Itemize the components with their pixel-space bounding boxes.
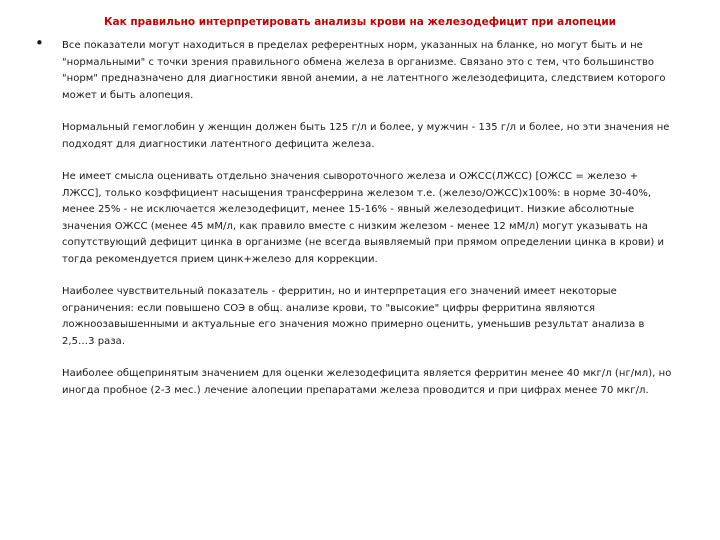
paragraph-hemoglobin: Нормальный гемоглобин у женщин должен быть 125 г/л и более, у мужчин - 135 г/л и более, но эти значения не подходят для диагностики латентного дефицита железа. bbox=[62, 122, 670, 150]
slide-title: Как правильно интерпретировать анализы крови на железодефицит при алопеции bbox=[103, 16, 617, 28]
paragraph-ferritin-threshold: Наиболее общепринятым значением для оценки железодефицита является ферритин менее 40 мкг/л (нг/мл), но иногда пробное (2-3 мес.) лечение алопеции препаратами железа проводится и при цифрах менее 70 мкг/л. bbox=[62, 368, 672, 396]
paragraph-transferrin-saturation: Не имеет смысла оценивать отдельно значения сывороточного железа и ОЖСС(ЛЖСС) [ОЖСС = железо + ЛЖСС], только коэффициент насыщения трансферрина железом т.е. (железо/ОЖСС)х100%: в норме 30-40%, менее 25% - не исключается железодефицит, менее 15-16% - явный железодефицит. Низкие абсолютные значения ОЖСС (менее 45 мМ/л, как правило вместе с низким железом - менее 12 мМ/л) могут указывать на сопутствующий дефицит цинка в организме (не всегда выявляемый при прямом определении цинка в крови) и тогда рекомендуется прием цинк+железо для коррекции. bbox=[62, 171, 665, 265]
content-body bbox=[62, 38, 672, 399]
paragraph-ferritin-sensitivity: Наиболее чувствительный показатель - ферритин, но и интерпретация его значений имеет некоторые ограничения: если повышено СОЭ в общ. анализе крови, то "высокие" цифры ферритина являются ложноозавышенными и актуальные его значения можно примерно оценить, уменьшив результат анализа в 2,5…3 раза. bbox=[62, 286, 645, 347]
paragraph-reference-norms: Все показатели могут находиться в пределах референтных норм, указанных на бланке, но могут быть и не "нормальными" с точки зрения правильного обмена железа в организме. Связано это с тем, что большинство "норм" предназначено для диагностики явной анемии, а не латентного железодефицита, следствием которого может и быть алопеция. bbox=[62, 40, 666, 101]
bullet-icon: • bbox=[35, 34, 44, 52]
